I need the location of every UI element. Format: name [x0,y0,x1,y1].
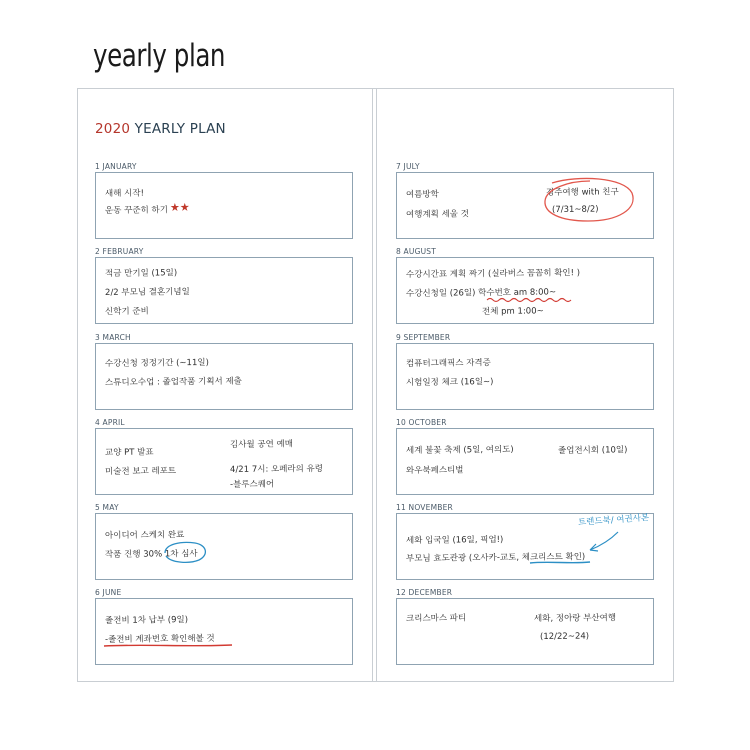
month-label-march: 3 MARCH [95,333,131,342]
note-may-2: 작품 진행 30% 1차 심사 [104,549,198,560]
month-label-july: 7 JULY [396,162,420,171]
month-box-june [95,598,353,665]
month-box-october [396,428,654,495]
note-november-1: 세화 입국일 (16일, 픽업!) [405,534,504,546]
plan-year: 2020 [95,121,131,137]
note-january-1: 새해 시작! [104,188,145,199]
star-doodle: ★★ [169,200,190,214]
note-september-1: 컴퓨터그래픽스 자격증 [405,358,491,369]
month-label-january: 1 JANUARY [95,162,137,171]
arrow-mark-november [584,530,624,554]
note-june-1: 졸전비 1차 납부 (9일) [104,615,189,626]
month-label-august: 8 AUGUST [396,247,437,256]
note-august-3: 전체 pm 1:00~ [481,306,544,317]
month-box-may [95,513,353,580]
month-label-september: 9 SEPTEMBER [396,333,451,342]
note-april-5: -블루스퀘어 [229,479,275,490]
note-december-1: 크리스마스 파티 [405,613,467,624]
note-july-3: 경주여행 with 친구 [545,187,619,198]
squiggle-underline-august [486,297,572,303]
month-label-april: 4 APRIL [95,418,125,427]
note-october-2: 졸업전시회 (10일) [557,445,628,456]
note-january-2: 운동 꾸준히 하기 [104,205,168,216]
month-box-december [396,598,654,665]
month-label-june: 6 JUNE [95,588,122,597]
note-february-1: 적금 만기일 (15일) [104,268,178,279]
note-august-1: 수강시간표 계획 짜기 (실라버스 꼼꼼히 확인! ) [405,268,581,280]
note-february-2: 2/2 부모님 결혼기념일 [104,287,190,298]
note-february-3: 신학기 준비 [104,306,149,317]
month-label-february: 2 FEBRUARY [95,247,144,256]
note-october-1: 세계 불꽃 축제 (5일, 여의도) [405,444,514,456]
note-november-reminder: 트렌드북/ 여권사본 [577,513,650,528]
month-label-october: 10 OCTOBER [396,418,447,427]
planner-spine [372,88,377,682]
note-april-4: 4/21 7시: 오페라의 유령 [229,464,324,475]
plan-title-label: YEARLY PLAN [134,121,226,137]
note-december-3: (12/22~24) [539,631,590,642]
plan-title [95,121,226,137]
note-october-3: 와우북페스티벌 [405,465,464,476]
page-heading: yearly plan [93,38,226,74]
note-december-2: 세화, 정아랑 부산여행 [533,613,617,624]
circle-mark-trip [538,175,638,227]
note-april-3: 김사월 공연 예매 [229,439,293,450]
underline-mark-november [528,560,592,566]
note-june-2: -졸전비 계좌번호 확인해볼 것 [104,633,215,645]
note-august-2: 수강신청일 (26일) 학수번호 am 8:00~ [405,287,557,299]
underline-mark-june [102,643,234,649]
note-april-1: 교양 PT 발표 [104,447,154,458]
note-september-2: 시험일정 체크 (16일~) [405,377,494,388]
note-november-2: 부모님 효도관광 (오사카-교토, 체크리스트 확인) [405,552,586,564]
note-july-4: (7/31~8/2) [551,204,599,215]
month-label-december: 12 DECEMBER [396,588,453,597]
note-march-2: 스튜디오수업 : 졸업작품 기획서 제출 [104,376,242,388]
month-label-may: 5 MAY [95,503,119,512]
note-march-1: 수강신청 정정기간 (~11일) [104,357,209,369]
note-may-1: 아이디어 스케치 완료 [104,530,185,541]
circle-mark-review [161,540,211,564]
note-july-1: 여름방학 [405,189,439,200]
note-april-2: 미술전 보고 레포트 [104,466,177,477]
month-label-november: 11 NOVEMBER [396,503,453,512]
note-july-2: 여행계획 세울 것 [405,209,469,220]
